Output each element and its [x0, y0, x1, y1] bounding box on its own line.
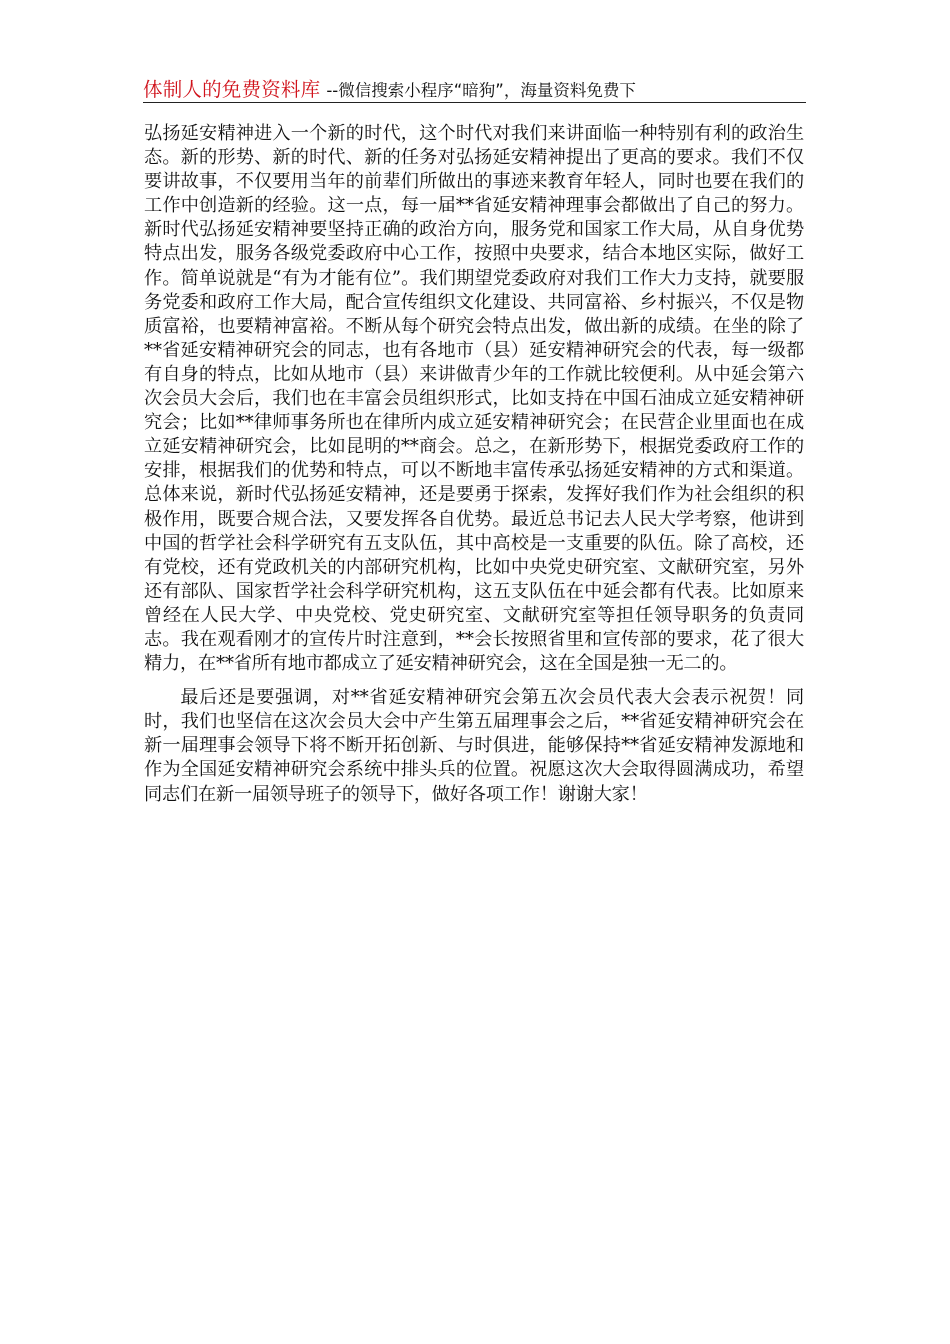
header-brand: 体制人的免费资料库: [143, 78, 321, 101]
paragraph-1: 弘扬延安精神进入一个新的时代，这个时代对我们来讲面临一种特别有利的政治生态。新的形势、新的时代、新的任务对弘扬延安精神提出了更高的要求。我们不仅要讲故事，不仅要用当年的前辈们所做出的事迹来教育年轻人，同时也要在我们的工作中创造新的经验。这一点，每一届**省延安精神理事会都做出了自己的努力。新时代弘扬延安精神要坚持正确的政治方向，服务党和国家工作大局，从自身优势特点出发，服务各级党委政府中心工作，按照中央要求，结合本地区实际，做好工作。简单说就是“有为才能有位”。我们期望党委政府对我们工作大力支持，就要服务党委和政府工作大局，配合宣传组织文化建设、共同富裕、乡村振兴，不仅是物质富裕，也要精神富裕。不断从每个研究会特点出发，做出新的成绩。在坐的除了**省延安精神研究会的同志，也有各地市（县）延安精神研究会的代表，每一级都有自身的特点，比如从地市（县）来讲做青少年的工作就比较便利。从中延会第六次会员大会后，我们也在丰富会员组织形式，比如支持在中国石油成立延安精神研究会；比如**律师事务所也在律所内成立延安精神研究会；在民营企业里面也在成立延安精神研究会，比如昆明的**商会。总之，在新形势下，根据党委政府工作的安排，根据我们的优势和特点，可以不断地丰富传承弘扬延安精神的方式和渠道。总体来说，新时代弘扬延安精神，还是要勇于探索，发挥好我们作为社会组织的积极作用，既要合规合法，又要发挥各自优势。最近总书记去人民大学考察，他讲到中国的哲学社会科学研究有五支队伍，其中高校是一支重要的队伍。除了高校，还有党校，还有党政机关的内部研究机构，比如中央党史研究室、文献研究室，另外还有部队、国家哲学社会科学研究机构，这五支队伍在中延会都有代表。比如原来曾经在人民大学、中央党校、党史研究室、文献研究室等担任领导职务的负责同志。我在观看刚才的宣传片时注意到，**会长按照省里和宣传部的要求，花了很大精力，在**省所有地市都成立了延安精神研究会，这在全国是独一无二的。: [144, 123, 804, 675]
paragraph-2: 最后还是要强调，对**省延安精神研究会第五次会员代表大会表示祝贺！同时，我们也坚信在这次会员大会中产生第五届理事会之后，**省延安精神研究会在新一届理事会领导下将不断开拓创新、与时俱进，能够保持**省延安精神发源地和作为全国延安精神研究会系统中排头兵的位置。祝愿这次大会取得圆满成功，希望同志们在新一届领导班子的领导下，做好各项工作！谢谢大家！: [144, 687, 804, 805]
document-body: [144, 122, 804, 807]
page-header: [143, 74, 806, 103]
header-tagline: --微信搜索小程序“暗狗”，海量资料免费下: [326, 81, 636, 100]
